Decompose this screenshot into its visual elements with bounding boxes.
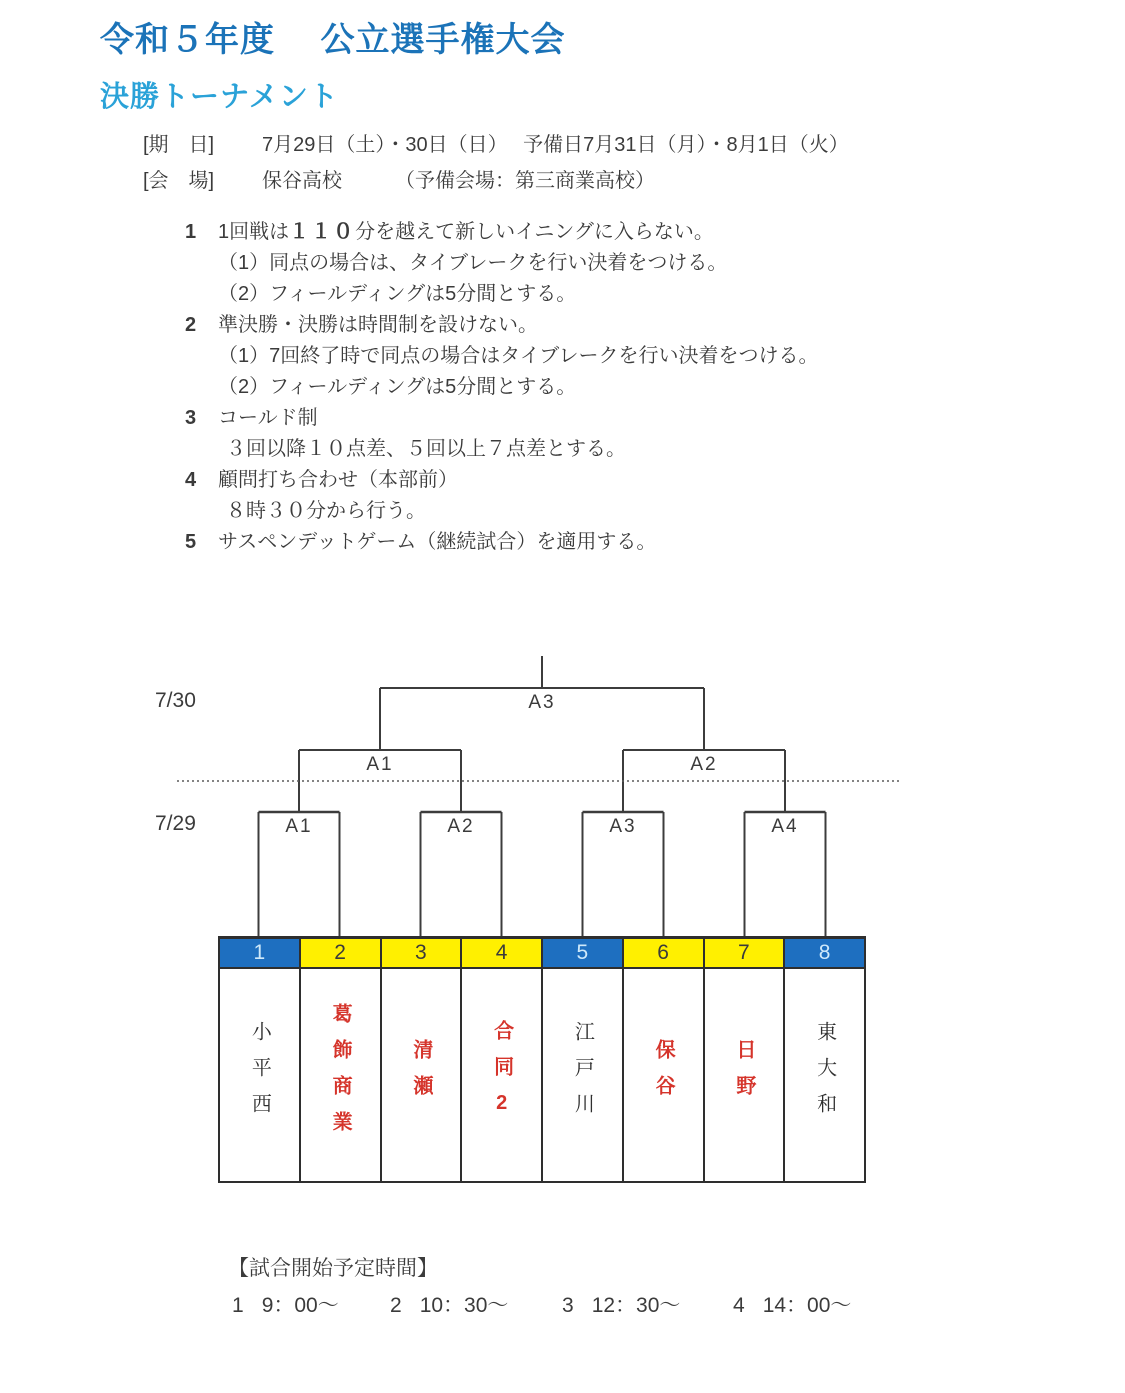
venue-label: [会 場]	[143, 170, 215, 192]
team-name: 合同2	[490, 1020, 513, 1130]
team-name-cell	[382, 969, 461, 1181]
schedule-game-number: 3	[562, 1294, 574, 1317]
rule-line	[185, 310, 818, 341]
round1-match-label: A1	[285, 816, 313, 837]
date-row	[143, 127, 849, 163]
rules-list	[185, 217, 818, 558]
team-number: 8	[785, 939, 864, 969]
schedule-start-time: 12：30～	[591, 1294, 681, 1317]
rule-text: サスペンデットゲーム（継続試合）を適用する。	[218, 531, 657, 553]
day-label-7-30: 7/30	[155, 689, 196, 712]
schedule-game-number: 2	[390, 1294, 402, 1317]
date-label: [期 日]	[143, 134, 215, 156]
rule-line	[185, 279, 818, 310]
venue-row	[143, 163, 849, 199]
team-number: 4	[462, 939, 541, 969]
schedule-heading: 【試合開始予定時間】	[228, 1257, 438, 1280]
rule-line	[185, 217, 818, 248]
rule-text: 準決勝・決勝は時間制を設けない。	[218, 314, 538, 336]
schedule-time-entry	[733, 1289, 851, 1319]
team-column	[624, 939, 705, 1181]
schedule-game-number: 4	[733, 1294, 745, 1317]
team-name: 清瀬	[409, 1039, 432, 1111]
schedule-start-time: 10：30～	[419, 1294, 509, 1317]
semifinal-right-label: A2	[690, 754, 718, 775]
rule-number: 3	[185, 407, 197, 429]
rule-number	[185, 496, 218, 527]
round1-match-label: A4	[771, 816, 799, 837]
rule-text-pre: 1回戦は	[218, 221, 290, 243]
rule-number	[185, 279, 218, 310]
rule-number	[185, 434, 218, 465]
venue-note: （予備会場：第三商業高校）	[395, 170, 655, 192]
rule-line	[185, 403, 818, 434]
rule-text: （1）同点の場合は、タイブレークを行い決着をつける。	[218, 252, 728, 274]
page-subtitle: 決勝トーナメント	[100, 81, 339, 113]
team-number: 6	[624, 939, 703, 969]
schedule-start-time: 14：00～	[762, 1294, 852, 1317]
team-number: 5	[543, 939, 622, 969]
team-name-cell	[785, 969, 864, 1181]
rule-text: ８時３０分から行う。	[226, 500, 426, 522]
rule-text: ３回以降１０点差、５回以上７点差とする。	[226, 438, 626, 460]
team-name-cell	[301, 969, 380, 1181]
rule-text-post: 分を越えて新しいイニングに入らない。	[355, 221, 714, 243]
team-name: 保谷	[652, 1039, 675, 1111]
rule-text: （2）フィールディングは5分間とする。	[218, 283, 577, 305]
rule-text: コールド制	[218, 407, 318, 429]
rule-line	[185, 372, 818, 403]
schedule-game-number: 1	[232, 1294, 244, 1317]
rule-line	[185, 527, 818, 558]
page-title: 令和５年度 公立選手権大会	[100, 21, 566, 59]
team-number: 2	[301, 939, 380, 969]
team-name: 日野	[732, 1039, 755, 1111]
team-column	[462, 939, 543, 1181]
schedule-time-entry	[390, 1289, 508, 1319]
rule-line	[185, 248, 818, 279]
team-name-cell	[624, 969, 703, 1181]
team-table	[218, 936, 866, 1183]
team-name: 江戸川	[571, 1021, 594, 1129]
team-name-cell	[705, 969, 784, 1181]
team-column	[220, 939, 301, 1181]
rule-line	[185, 465, 818, 496]
rule-number: 5	[185, 531, 197, 553]
team-number: 1	[220, 939, 299, 969]
rule-text-bold: １１０	[289, 221, 356, 243]
day-label-7-29: 7/29	[155, 812, 196, 835]
rule-text: （2）フィールディングは5分間とする。	[218, 376, 577, 398]
team-number: 3	[382, 939, 461, 969]
team-name-cell	[543, 969, 622, 1181]
team-column	[543, 939, 624, 1181]
team-number: 7	[705, 939, 784, 969]
venue-value: 保谷高校	[262, 170, 342, 192]
team-column	[382, 939, 463, 1181]
rule-number	[185, 372, 218, 403]
schedule-time-entry	[232, 1289, 339, 1319]
rule-text	[218, 217, 714, 248]
rule-line	[185, 496, 818, 527]
round1-match-label: A2	[447, 816, 475, 837]
rule-text: （1）7回終了時で同点の場合はタイブレークを行い決着をつける。	[218, 345, 819, 367]
team-column	[785, 939, 864, 1181]
rule-line	[185, 341, 818, 372]
rule-line	[185, 434, 818, 465]
date-value: 7月29日（土）・30日（日） 予備日7月31日（月）・8月1日（火）	[262, 134, 849, 156]
team-name: 小平西	[248, 1021, 271, 1129]
meta-info	[143, 127, 849, 199]
team-name-cell	[462, 969, 541, 1181]
rule-text: 顧問打ち合わせ（本部前）	[218, 469, 458, 491]
team-name: 東大和	[813, 1021, 836, 1129]
final-match-label: A3	[528, 692, 556, 713]
round1-match-label: A3	[609, 816, 637, 837]
team-column	[705, 939, 786, 1181]
rule-number	[185, 248, 218, 279]
semifinal-left-label: A1	[366, 754, 394, 775]
team-name-cell	[220, 969, 299, 1181]
schedule-start-time: 9：00～	[261, 1294, 339, 1317]
team-name: 葛飾商業	[329, 1003, 352, 1147]
team-column	[301, 939, 382, 1181]
rule-number	[185, 341, 218, 372]
schedule-time-entry	[562, 1289, 680, 1319]
rule-number: 1	[185, 221, 197, 243]
rule-number: 2	[185, 314, 197, 336]
rule-number: 4	[185, 469, 197, 491]
